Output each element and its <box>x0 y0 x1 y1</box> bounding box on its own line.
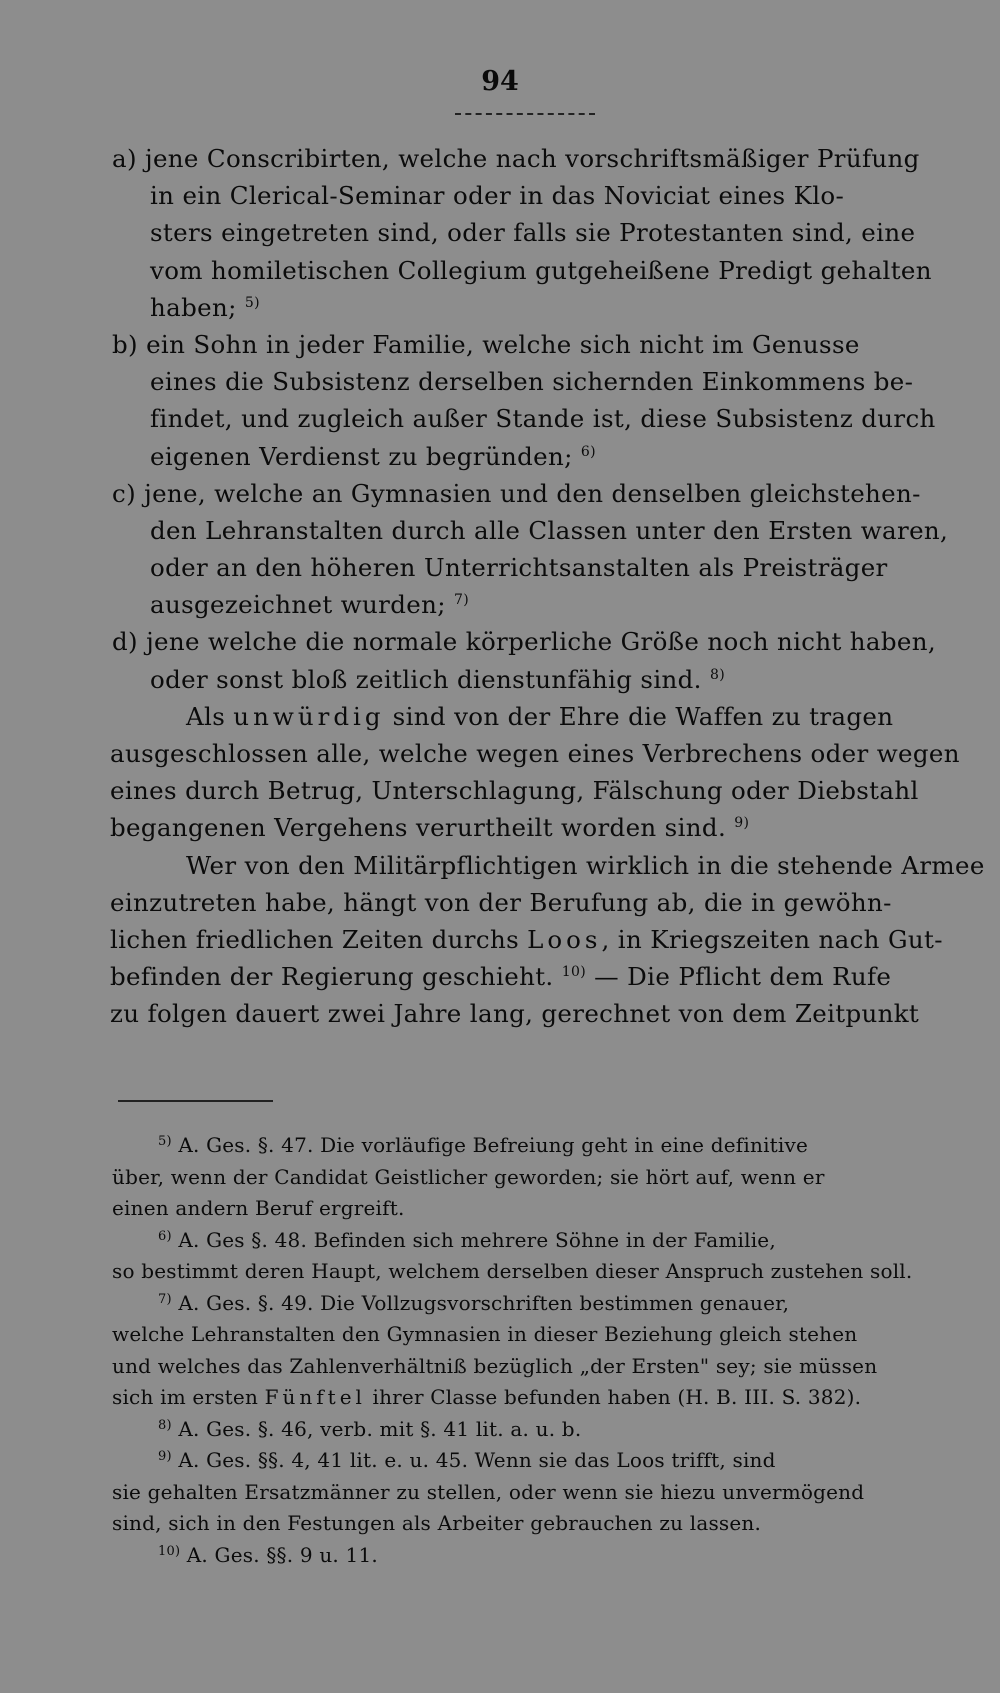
text-line: eigenen Verdienst zu begründen; $^{6)}$ <box>150 441 596 471</box>
text-line: den Lehranstalten durch alle Classen unter den Ersten waren, <box>150 515 949 545</box>
emphasis-text: unwürdig <box>233 701 385 731</box>
emphasis-text: Fünftel <box>264 1385 366 1409</box>
text-line: oder sonst bloß zeitlich dienstunfähig sind. $^{8)}$ <box>150 664 726 694</box>
footnote-line: so bestimmt deren Haupt, welchem derselben dieser Anspruch zustehen soll. <box>112 1259 913 1283</box>
footnote-line: einen andern Beruf ergreift. <box>112 1196 405 1220</box>
main-text <box>110 140 985 1033</box>
footnote-line: sind, sich in den Festungen als Arbeiter gebrauchen zu lassen. <box>112 1511 762 1535</box>
footnote-9: $^{9)}$ A. Ges. §§. 4, 41 lit. e. u. 45. Wenn sie das Loos trifft, sind <box>158 1448 776 1472</box>
paragraph-unworthy <box>110 698 960 847</box>
text-line: einzutreten habe, hängt von der Berufung ab, die in gewöhn- <box>110 887 892 917</box>
list-item-a <box>110 140 940 326</box>
footnote-8: $^{8)}$ A. Ges. §. 46, verb. mit §. 41 lit. a. u. b. <box>158 1416 582 1441</box>
paragraph-service <box>110 847 985 1033</box>
text-line: begangenen Vergehens verurtheilt worden sind. $^{9)}$ <box>110 813 750 843</box>
footnote-line: über, wenn der Candidat Geistlicher geworden; sie hört auf, wenn er <box>112 1164 825 1189</box>
text-line: a) jene Conscribirten, welche nach vorschriftsmäßiger Prüfung <box>112 144 920 173</box>
text-line: c) jene, welche an Gymnasien und den denselben gleichstehen- <box>112 478 921 508</box>
text-line: in ein Clerical-Seminar oder in das Noviciat eines Klo- <box>150 181 845 211</box>
footnote-line: und welches das Zahlenverhältniß bezüglich „der Ersten" sey; sie müssen <box>112 1353 878 1378</box>
text-line: haben; $^{5)}$ <box>150 292 260 322</box>
footnote-ref: 9) <box>734 815 750 832</box>
emphasis-text: Loos <box>527 924 602 954</box>
text-line: lichen friedlichen Zeiten durchs Loos, in Kriegszeiten nach Gut- <box>110 924 943 954</box>
footnote-ref: 5) <box>244 294 260 311</box>
footnote-ref: 8) <box>709 666 726 683</box>
list-item-b <box>110 326 940 475</box>
text-line: Wer von den Militärpflichtigen wirklich in die stehende Armee <box>186 850 985 880</box>
text-line: findet, und zugleich außer Stande ist, diese Subsistenz durch <box>150 404 936 434</box>
text-line: eines die Subsistenz derselben sichernden Einkommens be- <box>150 367 914 397</box>
footnote-line: sich im ersten Fünftel ihrer Classe befunden haben (H. B. III. S. 382). <box>112 1385 862 1409</box>
footnote-ref: 6) <box>580 443 596 460</box>
text-line: ausgeschlossen alle, welche wegen eines Verbrechens oder wegen <box>110 739 960 768</box>
footnote-6: $^{6)}$ A. Ges §. 48. Befinden sich mehrere Söhne in der Familie, <box>158 1227 776 1252</box>
text-line: d) jene welche die normale körperliche Größe noch nicht haben, <box>112 627 937 657</box>
text-line: Als unwürdig sind von der Ehre die Waffen zu tragen <box>186 701 894 731</box>
footnote-ref: 7) <box>453 592 470 609</box>
footnote-rule <box>118 1100 273 1102</box>
text-line: b) ein Sohn in jeder Familie, welche sich nicht im Genusse <box>112 329 860 359</box>
list-item-c <box>110 475 949 624</box>
text-line: ausgezeichnet wurden; $^{7)}$ <box>150 590 470 620</box>
page-number: 94 <box>481 66 519 97</box>
text-line: befinden der Regierung geschieht. $^{10)}$ — Die Pflicht dem Rufe <box>110 962 892 992</box>
footnotes <box>112 1130 942 1571</box>
footnote-line: welche Lehranstalten den Gymnasien in dieser Beziehung gleich stehen <box>112 1322 858 1346</box>
footnote-7: $^{7)}$ A. Ges. §. 49. Die Vollzugsvorschriften bestimmen genauer, <box>158 1290 790 1315</box>
text-line: zu folgen dauert zwei Jahre lang, gerechnet von dem Zeitpunkt <box>110 999 920 1029</box>
footnote-line: sie gehalten Ersatzmänner zu stellen, oder wenn sie hiezu unvermögend <box>112 1479 865 1504</box>
text-line: eines durch Betrug, Unterschlagung, Fälschung oder Diebstahl <box>110 776 919 806</box>
footnote-ref: 10) <box>561 964 587 981</box>
footnote-10: $^{10)}$ A. Ges. §§. 9 u. 11. <box>158 1542 378 1567</box>
list-item-d <box>110 623 940 697</box>
header-rule <box>455 113 595 115</box>
text-line: vom homiletischen Collegium gutgeheißene Predigt gehalten <box>150 255 932 285</box>
footnote-5: $^{5)}$ A. Ges. §. 47. Die vorläufige Befreiung geht in eine definitive <box>158 1133 809 1157</box>
text-line: oder an den höheren Unterrichtsanstalten als Preisträger <box>150 553 888 583</box>
text-line: sters eingetreten sind, oder falls sie Protestanten sind, eine <box>150 218 916 248</box>
